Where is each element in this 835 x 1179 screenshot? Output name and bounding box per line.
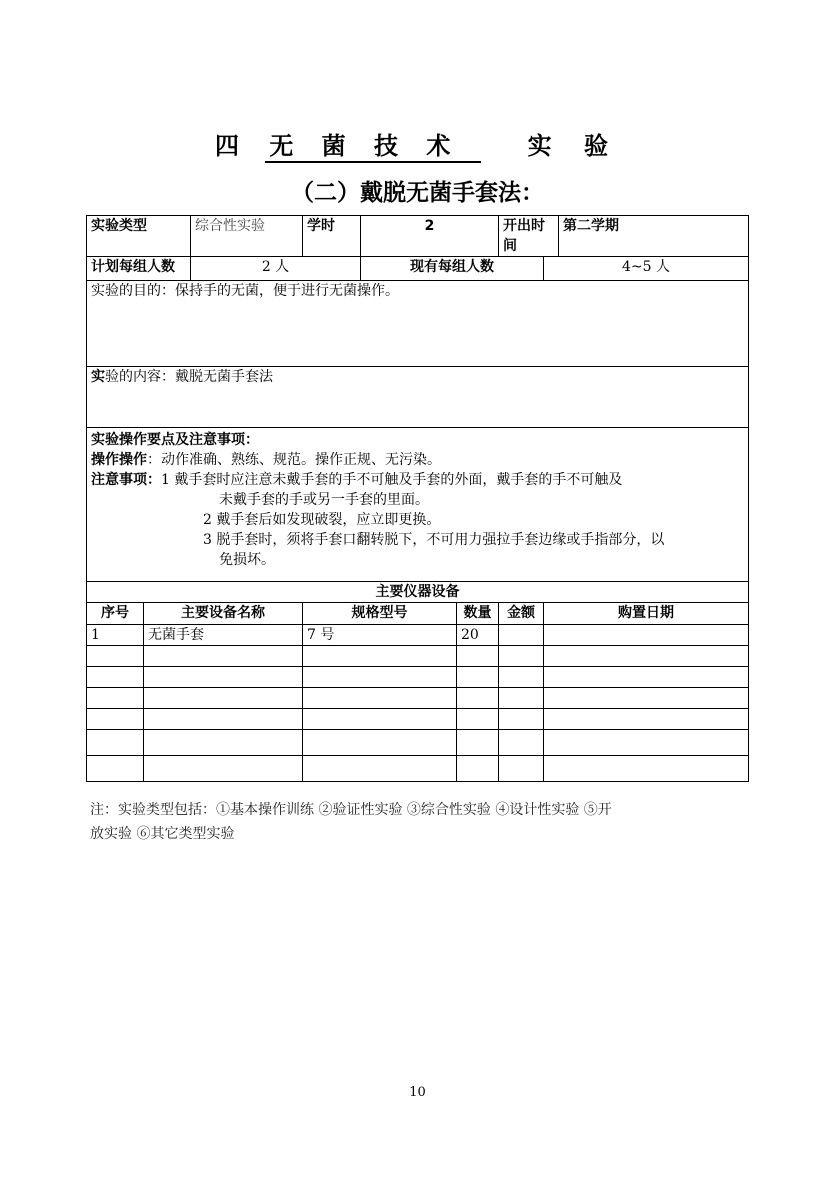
hours-label: 学时	[303, 216, 361, 257]
table-row	[87, 730, 749, 756]
page-number: 10	[409, 1085, 426, 1100]
equipment-header-row	[87, 603, 749, 625]
operation-heading: 实验操作要点及注意事项：	[91, 432, 259, 448]
title-suffix: 实 验	[527, 131, 621, 160]
operation-cell	[87, 428, 749, 582]
footnote	[90, 798, 750, 846]
note-item1-line2: 未戴手套的手或另一手套的里面。	[219, 492, 429, 508]
col-header-index: 序号	[87, 603, 144, 625]
op-text: ：动作准确、熟练、规范。操作正规、无污染。	[147, 452, 441, 468]
planned-label: 计划每组人数	[87, 257, 191, 281]
current-value: 4~5 人	[544, 257, 749, 281]
note-item1-line1: 1 戴手套时应注意未戴手套的手不可触及手套的外面，戴手套的手不可触及	[161, 472, 623, 488]
type-label: 实验类型	[87, 216, 191, 257]
row-date	[544, 625, 749, 646]
page-title	[0, 126, 835, 163]
footnote-line-2: 放实验 ⑥其它类型实验	[90, 826, 235, 842]
note-item3-line1: 3 脱手套时，须将手套口翻转脱下，不可用力强拉手套边缘或手指部分，以	[203, 532, 665, 548]
row-quantity: 20	[457, 625, 499, 646]
table-row	[87, 756, 749, 782]
col-header-spec: 规格型号	[303, 603, 457, 625]
note-colon: ：	[147, 472, 161, 488]
row-index: 1	[87, 625, 144, 646]
table-row	[87, 646, 749, 667]
content-text: 验的内容：戴脱无菌手套法	[105, 369, 273, 385]
note-label: 注意事项	[91, 472, 147, 488]
row-name: 无菌手套	[144, 625, 303, 646]
note-item2: 2 戴手套后如发现破裂，应立即更换。	[203, 512, 441, 528]
planned-value: 2 人	[191, 257, 361, 281]
type-value: 综合性实验	[191, 216, 303, 257]
purpose-text: 实验的目的：保持手的无菌，便于进行无菌操作。	[91, 283, 399, 299]
table-row	[87, 709, 749, 730]
row-spec: 7 号	[303, 625, 457, 646]
table-row	[87, 667, 749, 688]
current-label: 现有每组人数	[361, 257, 544, 281]
content-bold-prefix: 实	[91, 369, 105, 385]
purpose-cell	[87, 281, 749, 367]
table-row	[87, 625, 749, 646]
hours-value: 2	[361, 216, 499, 257]
col-header-quantity: 数量	[457, 603, 499, 625]
equipment-heading: 主要仪器设备	[87, 582, 749, 603]
table-row	[87, 688, 749, 709]
op-label: 操作操作	[91, 452, 147, 468]
subtitle: （二）戴脱无菌手套法：	[291, 179, 544, 206]
col-header-date: 购置日期	[544, 603, 749, 625]
time-label: 开出时间	[499, 216, 559, 257]
experiment-table	[86, 215, 749, 782]
col-header-name: 主要设备名称	[144, 603, 303, 625]
col-header-amount: 金额	[499, 603, 544, 625]
row-amount	[499, 625, 544, 646]
content-cell	[87, 367, 749, 428]
note-item3-line2: 免损坏。	[219, 552, 275, 568]
title-number: 四	[214, 131, 241, 160]
title-name: 无 菌 技 术	[265, 126, 481, 163]
footnote-line-1: 注：实验类型包括：①基本操作训练 ②验证性实验 ③综合性实验 ④设计性实验 ⑤开	[90, 802, 612, 818]
time-value: 第二学期	[559, 216, 749, 257]
